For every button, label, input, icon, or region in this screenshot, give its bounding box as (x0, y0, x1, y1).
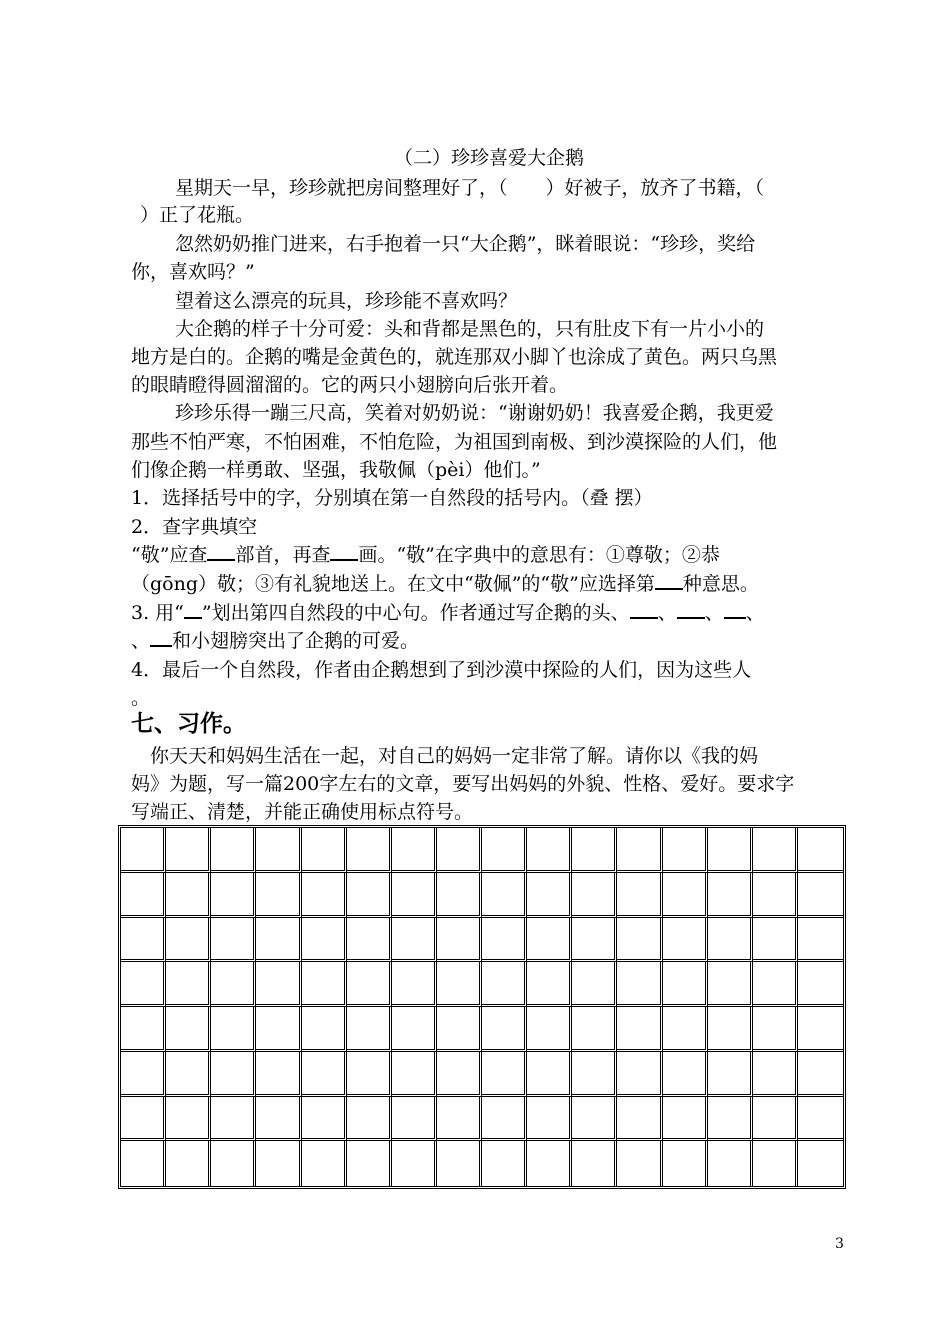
grid-cell[interactable] (527, 1141, 572, 1186)
grid-cell[interactable] (482, 1097, 527, 1142)
grid-cell[interactable] (798, 918, 843, 963)
grid-cell[interactable] (347, 1097, 392, 1142)
grid-cell[interactable] (482, 962, 527, 1007)
grid-cell[interactable] (256, 1097, 301, 1142)
grid-cell[interactable] (392, 918, 437, 963)
grid-cell[interactable] (708, 873, 753, 918)
para1-line2: ）正了花瓶。 (140, 204, 255, 226)
grid-cell[interactable] (121, 873, 166, 918)
grid-cell[interactable] (211, 918, 256, 963)
q3-text-d: 、 (704, 602, 724, 624)
writing-prompt-line3: 写端正、清楚，并能正确使用标点符号。 (131, 801, 474, 823)
grid-cell[interactable] (753, 1007, 798, 1052)
q3-text-b: ”划出第四自然段的中心句。作者通过写企鹅的头、 (201, 602, 630, 624)
grid-cell[interactable] (798, 873, 843, 918)
question-2-line2 (131, 572, 847, 596)
grid-cell[interactable] (617, 1052, 662, 1097)
grid-cell[interactable] (437, 828, 482, 873)
grid-cell[interactable] (482, 1052, 527, 1097)
grid-cell[interactable] (121, 918, 166, 963)
grid-cell[interactable] (392, 1141, 437, 1186)
grid-cell[interactable] (753, 962, 798, 1007)
page-number: 3 (835, 1236, 844, 1252)
q3-text-c: 、 (657, 602, 677, 624)
q2-blank-radical[interactable] (207, 559, 235, 561)
grid-cell[interactable] (437, 1052, 482, 1097)
question-3-line1 (131, 601, 847, 625)
grid-cell[interactable] (482, 918, 527, 963)
grid-cell[interactable] (121, 1097, 166, 1142)
para4-line1: 大企鹅的样子十分可爱：头和背都是黑色的，只有肚皮下有一片小小的 (175, 318, 765, 340)
grid-cell[interactable] (437, 962, 482, 1007)
q3-text-e: 、 (745, 602, 765, 624)
question-4-line1: 4．最后一个自然段，作者由企鹅想到了到沙漠中探险的人们，因为这些人 (131, 659, 752, 681)
grid-cell[interactable] (437, 1007, 482, 1052)
q2-text-b: 部首，再查 (235, 544, 331, 566)
grid-cell[interactable] (166, 962, 211, 1007)
writing-grid[interactable] (118, 825, 846, 1189)
grid-cell[interactable] (708, 1141, 753, 1186)
grid-cell[interactable] (482, 828, 527, 873)
grid-cell[interactable] (437, 873, 482, 918)
grid-cell[interactable] (302, 873, 347, 918)
grid-cell[interactable] (527, 962, 572, 1007)
grid-cell[interactable] (798, 962, 843, 1007)
grid-cell[interactable] (663, 1007, 708, 1052)
grid-cell[interactable] (166, 918, 211, 963)
grid-cell[interactable] (347, 918, 392, 963)
grid-cell[interactable] (663, 1141, 708, 1186)
grid-cell[interactable] (527, 1097, 572, 1142)
grid-cell[interactable] (211, 1097, 256, 1142)
q2-blank-meaning[interactable] (655, 588, 683, 590)
writing-heading: 七、习作。 (131, 711, 246, 737)
grid-cell[interactable] (708, 962, 753, 1007)
grid-cell[interactable] (527, 1052, 572, 1097)
grid-cell[interactable] (347, 1052, 392, 1097)
grid-cell[interactable] (392, 1052, 437, 1097)
grid-cell[interactable] (347, 1141, 392, 1186)
grid-cell[interactable] (302, 1097, 347, 1142)
grid-cell[interactable] (256, 962, 301, 1007)
para2-line2: 你，喜欢吗？” (131, 261, 255, 283)
q2-text-a: “敬”应查 (131, 544, 208, 566)
grid-cell[interactable] (121, 1052, 166, 1097)
grid-cell[interactable] (302, 1052, 347, 1097)
grid-cell[interactable] (256, 918, 301, 963)
grid-cell[interactable] (663, 828, 708, 873)
grid-cell[interactable] (798, 1052, 843, 1097)
grid-cell[interactable] (166, 1141, 211, 1186)
grid-cell[interactable] (302, 828, 347, 873)
grid-cell[interactable] (256, 1052, 301, 1097)
grid-cell[interactable] (482, 1007, 527, 1052)
grid-cell[interactable] (302, 962, 347, 1007)
q3-blank-4[interactable] (150, 645, 172, 647)
q2-text-line2-a: （gōng）敬；③有礼貌地送上。在文中“敬佩”的“敬”应选择第 (131, 573, 655, 595)
grid-cell[interactable] (753, 1141, 798, 1186)
grid-cell[interactable] (166, 1097, 211, 1142)
q2-text-c: 画。“敬”在字典中的意思有：①尊敬；②恭 (358, 544, 720, 566)
grid-cell[interactable] (663, 962, 708, 1007)
grid-cell[interactable] (617, 962, 662, 1007)
grid-cell[interactable] (302, 918, 347, 963)
grid-cell[interactable] (392, 962, 437, 1007)
grid-cell[interactable] (572, 1007, 617, 1052)
grid-cell[interactable] (617, 918, 662, 963)
grid-cell[interactable] (798, 1141, 843, 1186)
grid-cell[interactable] (302, 1007, 347, 1052)
q3-text-a: 3. 用“ (131, 602, 184, 624)
grid-cell[interactable] (347, 828, 392, 873)
grid-cell[interactable] (572, 918, 617, 963)
grid-cell[interactable] (437, 1141, 482, 1186)
grid-cell[interactable] (392, 873, 437, 918)
para2-line1: 忽然奶奶推门进来，右手抱着一只“大企鹅”，眯着眼说：“珍珍，奖给 (175, 233, 756, 255)
q2-text-line2-b: 种意思。 (682, 573, 759, 595)
grid-cell[interactable] (572, 828, 617, 873)
grid-cell[interactable] (617, 1097, 662, 1142)
grid-cell[interactable] (121, 962, 166, 1007)
question-1: 1．选择括号中的字，分别填在第一自然段的括号内。（叠 摆） (131, 487, 653, 509)
q3-text-line2-b: 和小翅膀突出了企鹅的可爱。 (172, 630, 420, 652)
grid-cell[interactable] (256, 873, 301, 918)
grid-cell[interactable] (211, 828, 256, 873)
grid-cell[interactable] (663, 1052, 708, 1097)
grid-cell[interactable] (572, 1052, 617, 1097)
grid-cell[interactable] (437, 918, 482, 963)
grid-cell[interactable] (708, 1052, 753, 1097)
section-title: （二）珍珍喜爱大企鹅 (393, 147, 584, 169)
grid-cell[interactable] (753, 873, 798, 918)
grid-cell[interactable] (121, 1007, 166, 1052)
grid-cell[interactable] (708, 1007, 753, 1052)
question-2-title: 2．查字典填空 (131, 516, 258, 538)
grid-cell[interactable] (121, 1141, 166, 1186)
grid-cell[interactable] (437, 1097, 482, 1142)
grid-cell[interactable] (572, 873, 617, 918)
grid-cell[interactable] (663, 1097, 708, 1142)
grid-cell[interactable] (617, 1141, 662, 1186)
question-4-line2: 。 (131, 687, 151, 709)
grid-cell[interactable] (211, 1141, 256, 1186)
grid-cell[interactable] (392, 1097, 437, 1142)
grid-cell[interactable] (527, 873, 572, 918)
grid-cell[interactable] (663, 873, 708, 918)
grid-cell[interactable] (256, 828, 301, 873)
q3-blank-1[interactable] (630, 617, 658, 619)
grid-cell[interactable] (211, 873, 256, 918)
grid-cell[interactable] (572, 1097, 617, 1142)
grid-cell[interactable] (663, 918, 708, 963)
grid-cell[interactable] (527, 828, 572, 873)
grid-cell[interactable] (482, 1141, 527, 1186)
para5-line1: 珍珍乐得一蹦三尺高，笑着对奶奶说：“谢谢奶奶！我喜爱企鹅，我更爱 (175, 402, 774, 424)
grid-cell[interactable] (392, 828, 437, 873)
grid-cell[interactable] (708, 1097, 753, 1142)
grid-cell[interactable] (166, 828, 211, 873)
grid-cell[interactable] (392, 1007, 437, 1052)
grid-cell[interactable] (302, 1141, 347, 1186)
q3-underline-sample (184, 617, 202, 619)
grid-cell[interactable] (211, 1007, 256, 1052)
grid-cell[interactable] (166, 1052, 211, 1097)
grid-cell[interactable] (798, 1007, 843, 1052)
grid-cell[interactable] (753, 1052, 798, 1097)
writing-prompt-line1: 你天天和妈妈生活在一起，对自己的妈妈一定非常了解。请你以《我的妈 (150, 745, 759, 767)
grid-cell[interactable] (753, 918, 798, 963)
para5-line3: 们像企鹅一样勇敢、坚强，我敬佩（pèi）他们。” (131, 459, 541, 481)
grid-cell[interactable] (121, 828, 166, 873)
grid-cell[interactable] (708, 828, 753, 873)
grid-cell[interactable] (256, 1141, 301, 1186)
grid-cell[interactable] (798, 828, 843, 873)
para5-line2: 那些不怕严寒，不怕困难，不怕危险，为祖国到南极、到沙漠探险的人们，他 (131, 431, 778, 453)
grid-cell[interactable] (347, 1007, 392, 1052)
grid-cell[interactable] (166, 1007, 211, 1052)
grid-cell[interactable] (256, 1007, 301, 1052)
grid-cell[interactable] (211, 1052, 256, 1097)
para4-line2: 地方是白的。企鹅的嘴是金黄色的，就连那双小脚丫也涂成了黄色。两只乌黑 (131, 346, 778, 368)
writing-grid-cells (121, 828, 843, 1186)
grid-cell[interactable] (482, 873, 527, 918)
grid-cell[interactable] (617, 1007, 662, 1052)
grid-cell[interactable] (347, 962, 392, 1007)
para3-line1: 望着这么漂亮的玩具，珍珍能不喜欢吗？ (175, 290, 518, 312)
q2-blank-strokes[interactable] (330, 559, 358, 561)
grid-cell[interactable] (527, 1007, 572, 1052)
grid-cell[interactable] (211, 962, 256, 1007)
q3-text-line2-a: 、 (131, 630, 151, 652)
grid-cell[interactable] (347, 873, 392, 918)
grid-cell[interactable] (753, 1097, 798, 1142)
grid-cell[interactable] (572, 1141, 617, 1186)
grid-cell[interactable] (617, 873, 662, 918)
para4-line3: 的眼睛瞪得圆溜溜的。它的两只小翅膀向后张开着。 (131, 374, 569, 396)
grid-cell[interactable] (527, 918, 572, 963)
q3-blank-2[interactable] (677, 617, 705, 619)
writing-prompt-line2: 妈》为题，写一篇200字左右的文章，要写出妈妈的外貌、性格、爱好。要求字 (131, 773, 795, 795)
para1-line1: 星期天一早，珍珍就把房间整理好了，（ ）好被子，放齐了书籍，（ (175, 177, 765, 199)
question-2-line1 (131, 543, 847, 567)
grid-cell[interactable] (166, 873, 211, 918)
q3-blank-3[interactable] (724, 617, 746, 619)
grid-cell[interactable] (708, 918, 753, 963)
grid-cell[interactable] (798, 1097, 843, 1142)
grid-cell[interactable] (617, 828, 662, 873)
grid-cell[interactable] (753, 828, 798, 873)
question-3-line2 (131, 629, 847, 653)
grid-cell[interactable] (572, 962, 617, 1007)
